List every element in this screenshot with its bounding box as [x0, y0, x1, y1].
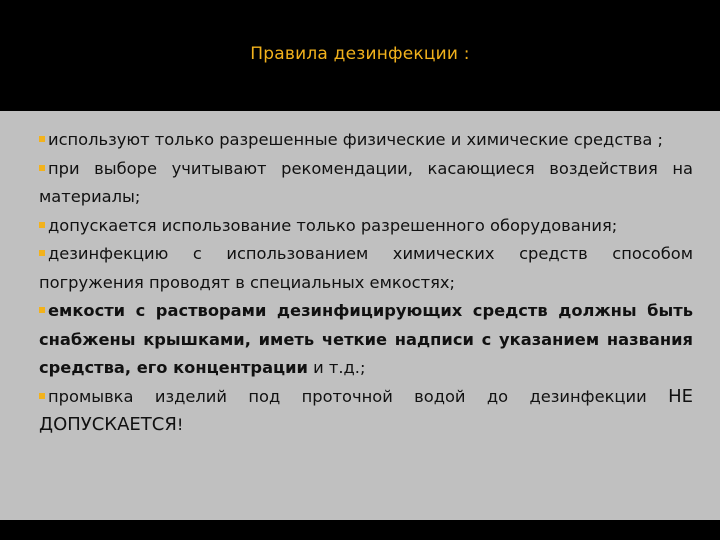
list-item-tail: !	[176, 415, 184, 434]
title-bar	[0, 0, 720, 111]
list-item	[39, 383, 693, 440]
list-item-text: используют только разрешенные физические и химические средства ;	[48, 130, 663, 149]
slide-title: Правила дезинфекции :	[250, 44, 470, 64]
list-item	[39, 240, 693, 297]
list-item	[39, 297, 693, 383]
list-item	[39, 155, 693, 212]
list-item-text: промывка изделий под проточной водой до дезинфекции	[48, 386, 669, 406]
bullet-icon	[39, 250, 45, 256]
list-item	[39, 126, 693, 155]
bullet-icon	[39, 222, 45, 228]
list-item-text: дезинфекцию с использованием химических средств способом погружения проводят в специальных емкостях;	[39, 244, 693, 292]
list-item	[39, 212, 693, 241]
list-item-text: при выборе учитывают рекомендации, касающиеся воздействия на материалы;	[39, 158, 693, 206]
list-item-emphasis: НЕ ДОПУСКАЕТСЯ	[39, 385, 693, 435]
bullet-icon	[39, 393, 45, 399]
bottom-bar	[0, 520, 720, 540]
list-item-bold-text: емкости с растворами дезинфицирующих средств должны быть снабжены крышками, иметь четкие надписи с указанием названия средства, его концентрации	[39, 301, 693, 377]
bullet-icon	[39, 165, 45, 171]
bullet-icon	[39, 136, 45, 142]
rules-list	[39, 126, 693, 440]
bullet-icon	[39, 307, 45, 313]
list-item-text: допускается использование только разрешенного оборудования;	[48, 215, 618, 235]
list-item-tail: и т.д.;	[307, 358, 366, 377]
content-panel	[0, 111, 720, 520]
